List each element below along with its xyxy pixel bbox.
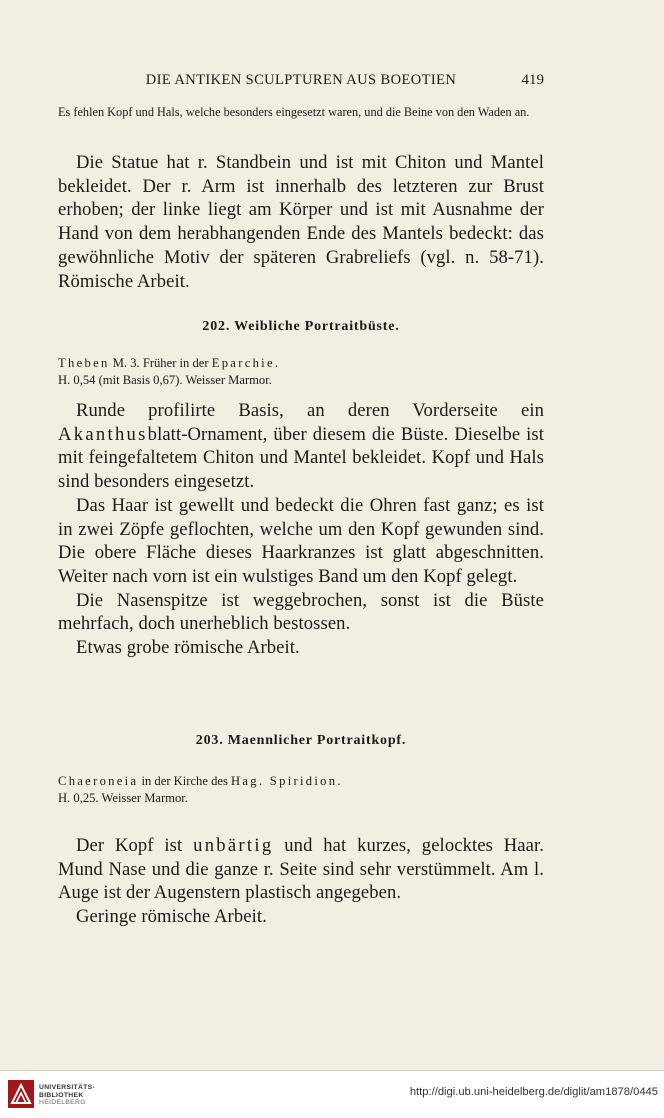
entry-203-heading: 203. Maennlicher Portraitkopf. xyxy=(195,733,407,748)
page-number: 419 xyxy=(521,72,544,88)
provenance-place: Theben xyxy=(58,356,110,370)
entry-203-metadata xyxy=(58,773,544,806)
entry-202-provenance xyxy=(58,355,544,372)
university-library-logo-icon[interactable] xyxy=(8,1080,34,1108)
entry-202-metadata xyxy=(58,355,544,388)
library-name-line-3: HEIDELBERG xyxy=(39,1099,86,1107)
entry-202-para-2: Das Haar ist gewellt und bedeckt die Ohren fast ganz; es ist in zwei Zöpfe geflochten, welche um den Kopf gewunden sind. Die obere Fläche dieses Haarkranzes ist glatt abgeschnitten. Weiter nach vorn ist ein wulstiges Band um den Kopf gelegt. xyxy=(58,494,544,587)
viewer-footer xyxy=(0,1070,664,1118)
running-head: DIE ANTIKEN SCULPTUREN AUS BOEOTIEN xyxy=(145,72,457,88)
entry-203-dimensions: H. 0,25. Weisser Marmor. xyxy=(58,790,188,805)
text-run: Runde profilirte Basis, an deren Vorderseite ein xyxy=(76,400,544,421)
library-name xyxy=(39,1084,95,1107)
statue-description: Die Statue hat r. Standbein und ist mit Chiton und Mantel bekleidet. Der r. Arm ist innerhalb des letzteren zur Brust erhoben; der linke liegt am Körper und ist mit Ausnahme der Hand von dem herabhangenden Ende des Mantels bedeckt: das gewöhnliche Motiv der späteren Grabreliefs (vgl. n. 58-71). Römische Arbeit. xyxy=(58,152,544,292)
entry-203-para-1 xyxy=(58,834,544,905)
entry-202-heading: 202. Weibliche Portraitbüste. xyxy=(202,319,400,334)
entry-203-para-2: Geringe römische Arbeit. xyxy=(76,906,267,928)
text-run: Der Kopf ist xyxy=(76,835,194,856)
text-run: blatt-Ornament, über diesem die Büste. Dieselbe ist mit feingefaltetem Chiton und Mantel bekleidet. Kopf und Hals sind besonders eingesetzt. xyxy=(58,423,544,493)
entry-202-para-1 xyxy=(58,399,544,494)
provenance-detail: in der Kirche des xyxy=(138,774,232,788)
entry-202-body xyxy=(58,399,544,660)
emphasis-run: unbärtig xyxy=(193,835,274,856)
provenance-place: Chaeroneia xyxy=(58,774,139,788)
entry-203 xyxy=(58,733,544,749)
entry-202 xyxy=(58,319,544,335)
page-header xyxy=(58,72,544,96)
text-run: und hat kurzes, gelocktes Haar. Mund Nase und die ganze r. Seite sind sehr verstümmelt. Am l. Auge ist der Augenstern plastisch angegeben. xyxy=(58,835,544,904)
footnote-previous-entry xyxy=(58,104,544,120)
provenance-detail: M. 3. Früher in der xyxy=(109,356,212,370)
previous-entry-description xyxy=(58,151,544,293)
library-name-line-1: UNIVERSITÄTS- xyxy=(39,1084,96,1091)
entry-203-body xyxy=(58,834,544,929)
emphasis-run: Akanthus xyxy=(58,423,148,445)
provenance-site: Hag. Spiridion. xyxy=(231,774,343,788)
permalink-url[interactable]: http://digi.ub.uni-heidelberg.de/diglit/am1878/0445 xyxy=(409,1086,658,1098)
entry-203-provenance xyxy=(58,773,544,790)
entry-202-para-4: Etwas grobe römische Arbeit. xyxy=(76,637,300,659)
provenance-site: Eparchie. xyxy=(211,356,281,370)
entry-202-dimensions: H. 0,54 (mit Basis 0,67). Weisser Marmor. xyxy=(58,372,272,387)
missing-parts-note: Es fehlen Kopf und Hals, welche besonders eingesetzt waren, und die Beine von den Waden an. xyxy=(58,105,530,119)
library-name-line-2: BIBLIOTHEK xyxy=(39,1091,84,1099)
entry-202-para-3: Die Nasenspitze ist weggebrochen, sonst ist die Büste mehrfach, doch unerheblich bestossen. xyxy=(58,589,544,635)
